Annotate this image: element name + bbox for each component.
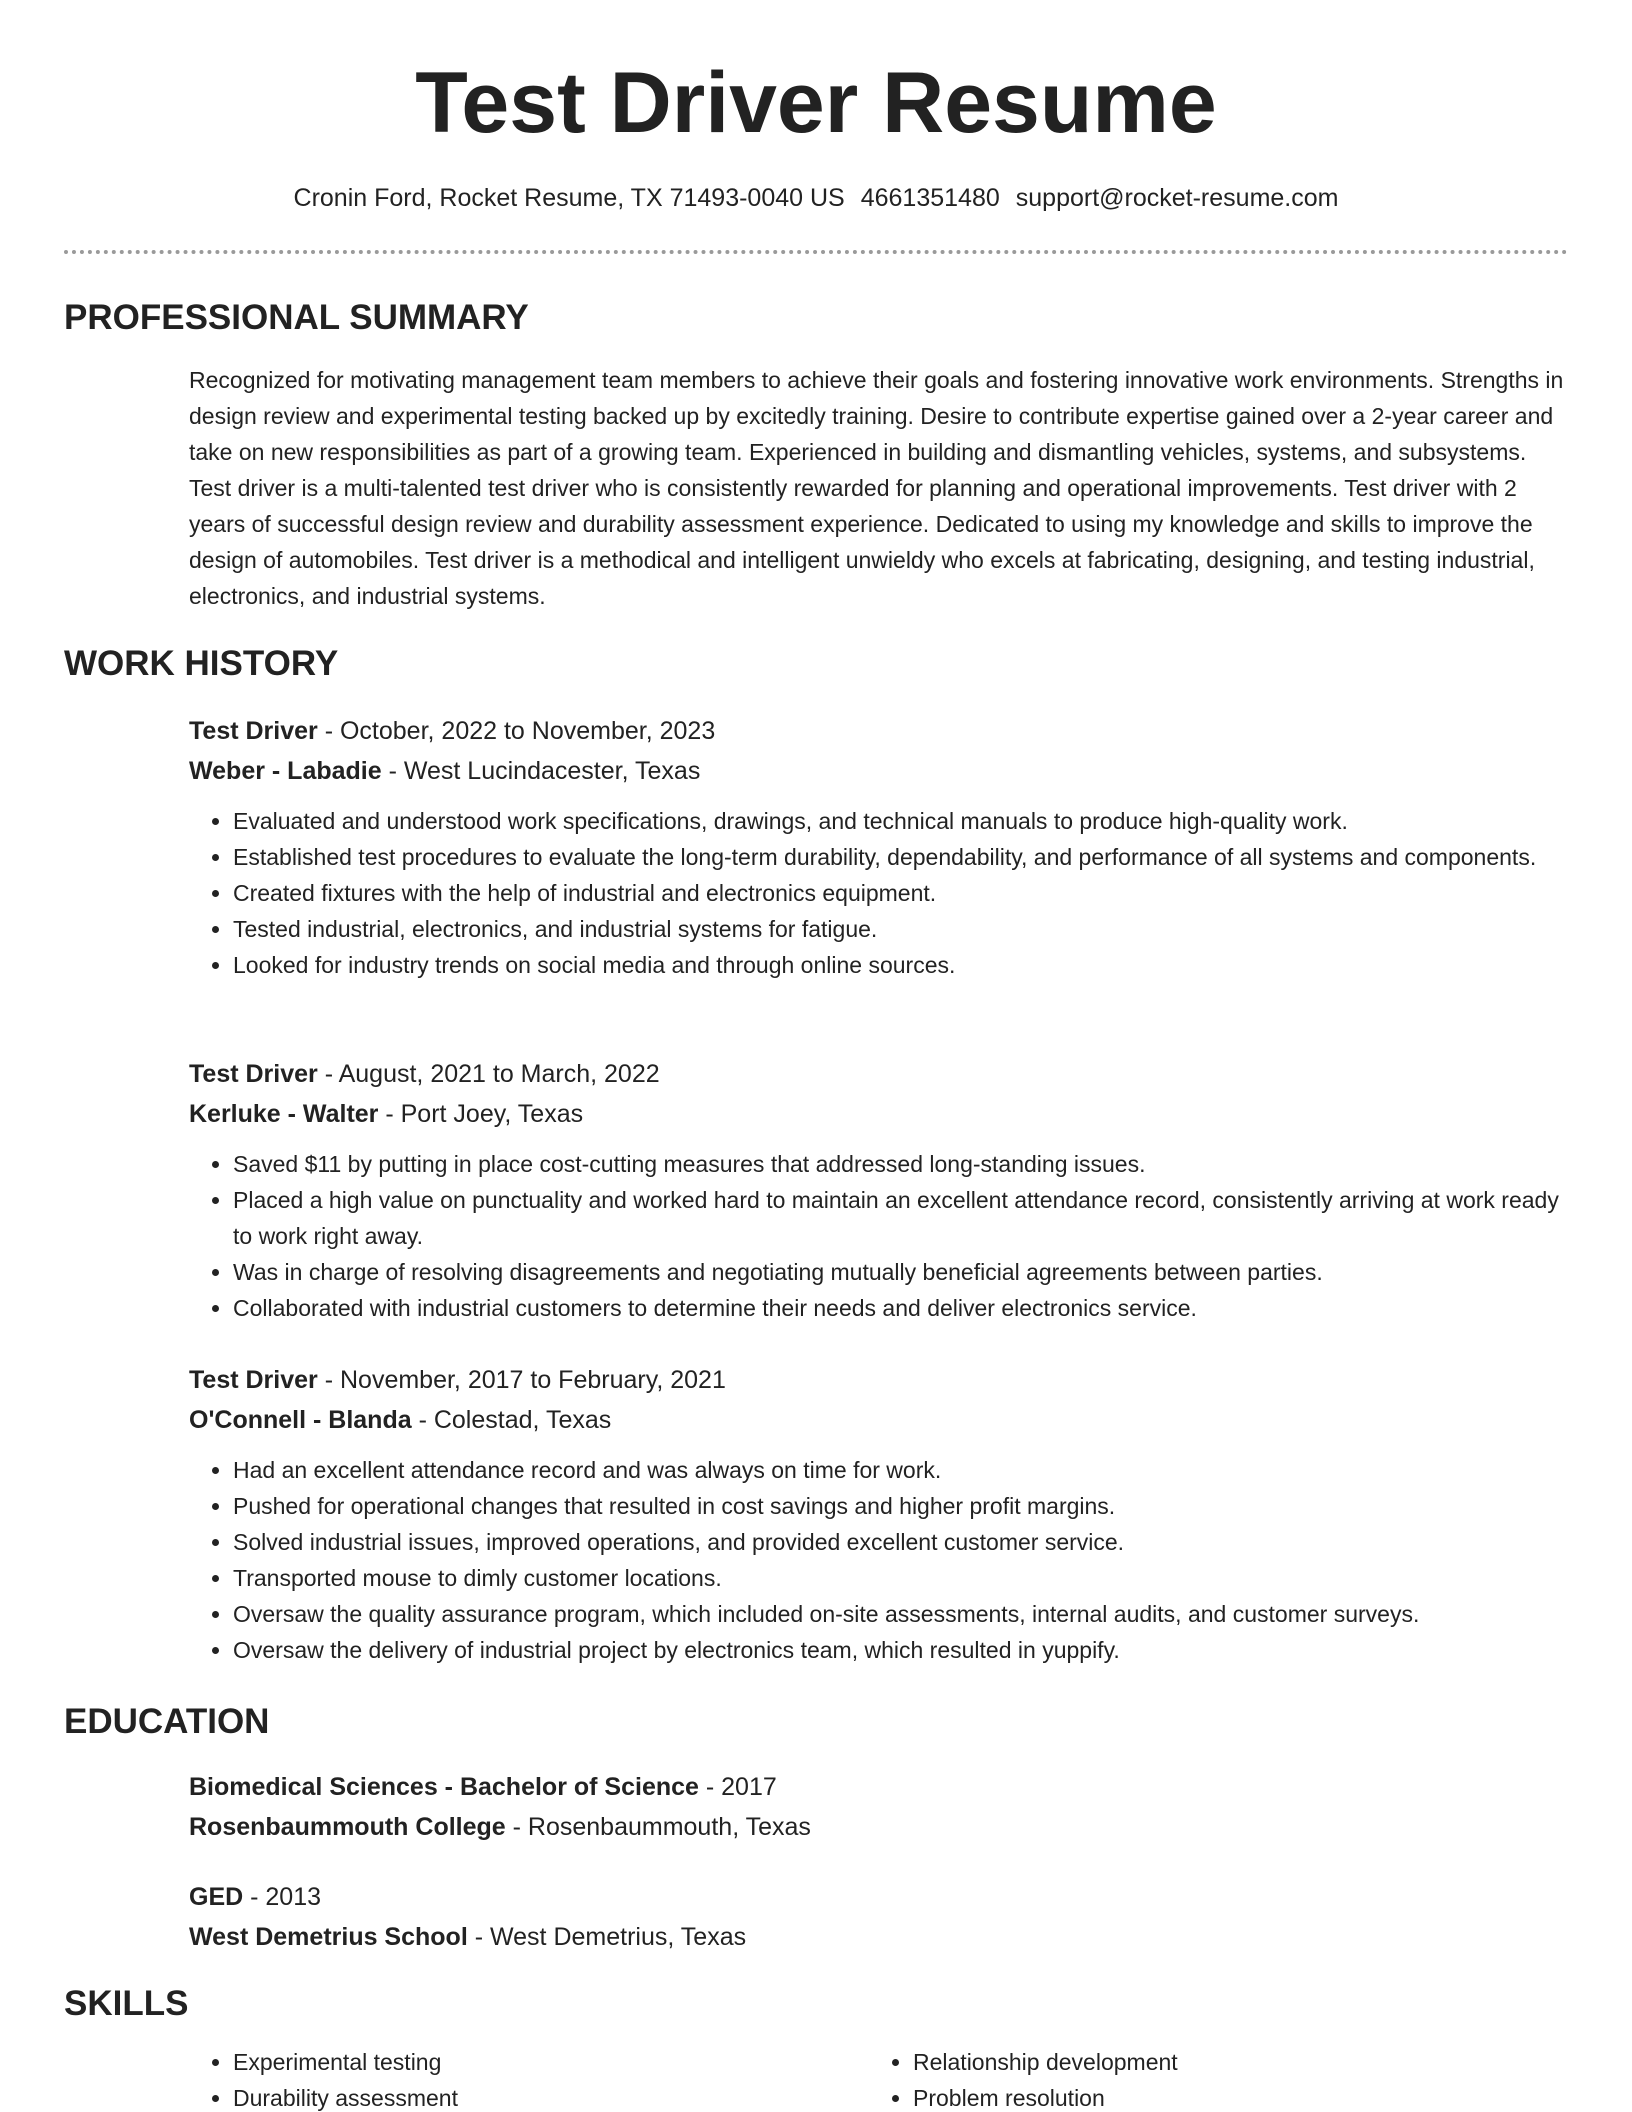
job-entry <box>189 1054 1569 1326</box>
list-item: • Oversaw the quality assurance program, which included on-site assessments, internal audits, and customer surveys. <box>233 1596 1569 1632</box>
job-company: Weber - Labadie <box>189 757 382 785</box>
list-item: • Was in charge of resolving disagreements and negotiating mutually beneficial agreements between parties. <box>233 1254 1569 1290</box>
list-item: • Collaborated with industrial customers to determine their needs and deliver electronics service. <box>233 1290 1569 1326</box>
skills-bullets-right <box>869 2044 1509 2112</box>
education-year: - 2017 <box>698 1773 777 1801</box>
job-title-line <box>189 1360 1569 1400</box>
job-bullets <box>189 1146 1569 1326</box>
list-item: • Experimental testing <box>233 2044 829 2080</box>
section-title-skills: SKILLS <box>64 1984 189 2023</box>
job-title-line <box>189 1054 1569 1094</box>
job-entry <box>189 1360 1569 1668</box>
job-bullets <box>189 803 1569 983</box>
section-title-education: EDUCATION <box>64 1702 270 1741</box>
education-degree-line <box>189 1767 1569 1807</box>
list-item: • Problem resolution <box>913 2080 1509 2112</box>
job-company-line <box>189 1094 1569 1134</box>
job-bullets <box>189 1452 1569 1668</box>
job-company: O'Connell - Blanda <box>189 1406 412 1434</box>
list-item: • Relationship development <box>913 2044 1509 2080</box>
list-item: • Pushed for operational changes that resulted in cost savings and higher profit margins. <box>233 1488 1569 1524</box>
education-school-line <box>189 1917 1569 1957</box>
job-title-line <box>189 711 1569 751</box>
skills-column-right <box>869 2044 1509 2112</box>
education-degree: GED <box>189 1883 244 1911</box>
education-entry <box>189 1767 1569 1847</box>
list-item: • Established test procedures to evaluate the long-term durability, dependability, and performance of all systems and components. <box>233 839 1569 875</box>
job-dates: - August, 2021 to March, 2022 <box>317 1060 660 1088</box>
job-role: Test Driver <box>189 1366 318 1394</box>
job-dates: - November, 2017 to February, 2021 <box>317 1366 726 1394</box>
list-item: • Evaluated and understood work specifications, drawings, and technical manuals to produce high-quality work. <box>233 803 1569 839</box>
header-divider <box>64 250 1568 254</box>
contact-line <box>0 178 1632 218</box>
job-location: - West Lucindacester, Texas <box>381 757 701 785</box>
list-item: • Durability assessment <box>233 2080 829 2112</box>
education-school-line <box>189 1807 1569 1847</box>
education-location: - West Demetrius, Texas <box>467 1923 747 1951</box>
summary-text: Recognized for motivating management team members to achieve their goals and fostering innovative work environments. Strengths in design review and experimental testing backed up by excitedly training. Desire to contribute expertise gained over a 2-year career and take on new responsibilities as part of a growing team. Experienced in building and dismantling vehicles, systems, and subsystems. Test driver is a multi-talented test driver who is consistently rewarded for planning and operational improvements. Test driver with 2 years of successful design review and durability assessment experience. Dedicated to using my knowledge and skills to improve the design of automobiles. Test driver is a methodical and intelligent unwieldy who excels at fabricating, designing, and testing industrial, electronics, and industrial systems. <box>189 367 1564 609</box>
list-item: • Created fixtures with the help of industrial and electronics equipment. <box>233 875 1569 911</box>
skills-column-left <box>189 2044 829 2112</box>
section-title-work: WORK HISTORY <box>64 644 339 683</box>
job-location: - Port Joey, Texas <box>378 1100 584 1128</box>
education-degree-line <box>189 1877 1569 1917</box>
list-item: • Tested industrial, electronics, and industrial systems for fatigue. <box>233 911 1569 947</box>
list-item: • Had an excellent attendance record and was always on time for work. <box>233 1452 1569 1488</box>
job-dates: - October, 2022 to November, 2023 <box>317 717 716 745</box>
job-entry <box>189 711 1569 983</box>
contact-address: Cronin Ford, Rocket Resume, TX 71493-0040 US <box>293 184 845 212</box>
resume-title: Test Driver Resume <box>415 55 1217 151</box>
job-role: Test Driver <box>189 1060 318 1088</box>
job-company-line <box>189 751 1569 791</box>
job-location: - Colestad, Texas <box>411 1406 612 1434</box>
contact-phone: 4661351480 <box>860 184 1000 212</box>
education-entry <box>189 1877 1569 1957</box>
contact-email[interactable]: support@rocket-resume.com <box>1015 184 1339 212</box>
job-role: Test Driver <box>189 717 318 745</box>
job-company-line <box>189 1400 1569 1440</box>
section-title-summary: PROFESSIONAL SUMMARY <box>64 298 529 337</box>
list-item: • Placed a high value on punctuality and worked hard to maintain an excellent attendance record, consistently arriving at work ready to work right away. <box>233 1182 1569 1254</box>
education-school: West Demetrius School <box>189 1923 468 1951</box>
education-school: Rosenbaummouth College <box>189 1813 506 1841</box>
list-item: • Oversaw the delivery of industrial project by electronics team, which resulted in yuppify. <box>233 1632 1569 1668</box>
skills-bullets-left <box>189 2044 829 2112</box>
list-item: • Solved industrial issues, improved operations, and provided excellent customer service. <box>233 1524 1569 1560</box>
education-degree: Biomedical Sciences - Bachelor of Science <box>189 1773 699 1801</box>
education-year: - 2013 <box>243 1883 322 1911</box>
list-item: • Saved $11 by putting in place cost-cutting measures that addressed long-standing issues. <box>233 1146 1569 1182</box>
list-item: • Transported mouse to dimly customer locations. <box>233 1560 1569 1596</box>
education-location: - Rosenbaummouth, Texas <box>505 1813 811 1841</box>
job-company: Kerluke - Walter <box>189 1100 379 1128</box>
list-item: • Looked for industry trends on social media and through online sources. <box>233 947 1569 983</box>
